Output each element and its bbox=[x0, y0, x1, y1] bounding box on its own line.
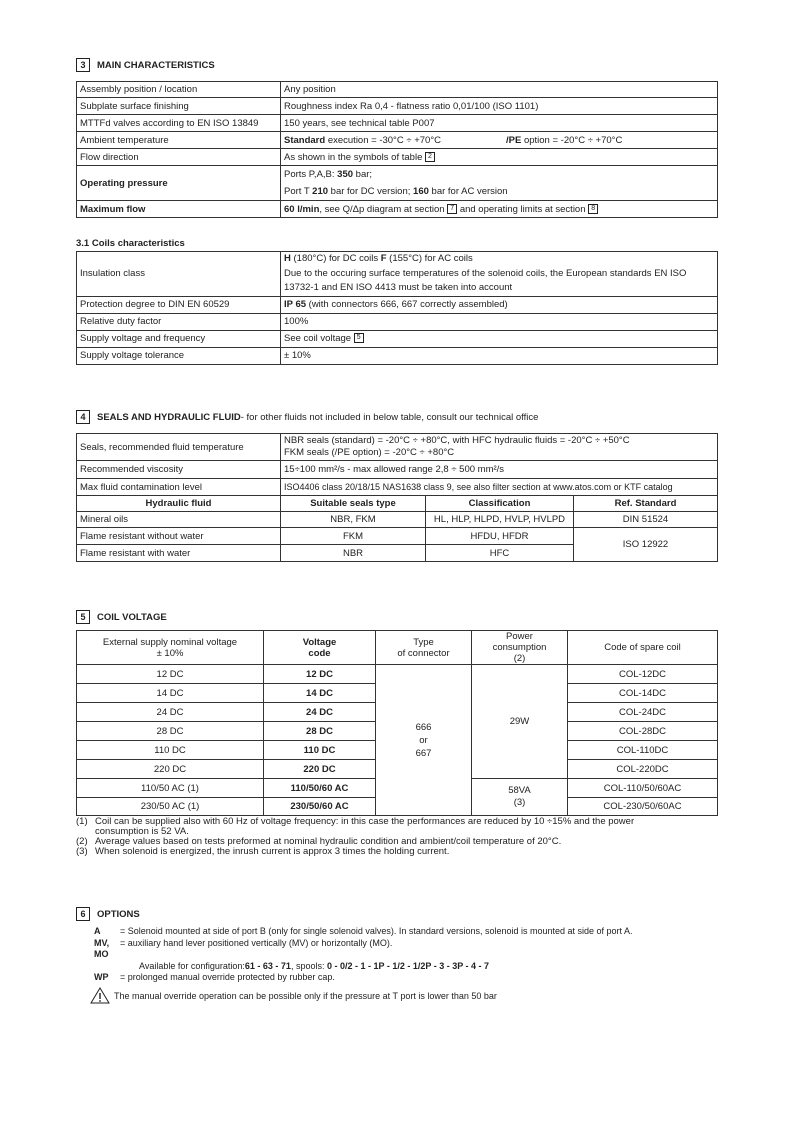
cell-spare-coil: COL-12DC bbox=[568, 665, 718, 684]
value-line: FKM seals (/PE option) = -20°C ÷ +80°C bbox=[284, 447, 455, 458]
section-number: 5 bbox=[76, 610, 90, 624]
cell-voltage-code: 24 DC bbox=[264, 703, 376, 722]
header-line: External supply nominal voltage bbox=[102, 636, 238, 648]
table-row bbox=[77, 132, 718, 149]
section-main-characteristics bbox=[76, 58, 215, 72]
option-wp bbox=[76, 972, 718, 984]
option-configuration bbox=[76, 961, 718, 973]
cell-seals: FKM bbox=[281, 528, 426, 545]
row-value: 100% bbox=[281, 313, 718, 330]
text: 350 bbox=[337, 169, 354, 180]
section-ref-box: 5 bbox=[354, 333, 364, 343]
header-line: Power bbox=[506, 631, 533, 642]
text: 60 l/min bbox=[284, 203, 320, 215]
text: 0 - 0/2 - 1 - 1P - 1/2 - 1/2P - 3 - 3P - 4 - 7 bbox=[326, 960, 490, 971]
value-text: As shown in the symbols of table bbox=[284, 151, 423, 163]
note-line: consumption is 52 VA. bbox=[95, 826, 189, 837]
cell-voltage-code: 110 DC bbox=[264, 741, 376, 760]
section-title: SEALS AND HYDRAULIC FLUID bbox=[97, 411, 241, 423]
option-text: = Solenoid mounted at side of port B (only for single solenoid valves). In standard versions, solenoid is mounted at side of port A. bbox=[120, 926, 633, 936]
coils-characteristics-title: 3.1 Coils characteristics bbox=[76, 238, 185, 249]
cell-voltage-code: 14 DC bbox=[264, 684, 376, 703]
table-row bbox=[77, 434, 718, 461]
section-number: 4 bbox=[76, 410, 90, 424]
value-line: Due to the occuring surface temperatures of the solenoid coils, the European standards EN ISO bbox=[284, 267, 687, 279]
section-ref-box: 8 bbox=[588, 204, 598, 214]
text: or bbox=[419, 734, 428, 746]
table-header-row bbox=[77, 631, 718, 665]
row-label: Assembly position / location bbox=[77, 82, 281, 98]
cell-external-voltage: 110/50 AC (1) bbox=[77, 779, 264, 798]
note-key: (2) bbox=[76, 836, 88, 847]
table-row bbox=[77, 313, 718, 330]
table-row bbox=[77, 201, 718, 218]
cell-seals: NBR, FKM bbox=[281, 512, 426, 528]
table-row bbox=[77, 528, 718, 545]
text: (3) bbox=[513, 797, 526, 808]
table-row bbox=[77, 461, 718, 479]
row-value bbox=[281, 296, 718, 313]
cell-fluid: Mineral oils bbox=[77, 512, 281, 528]
cell-voltage-code: 220 DC bbox=[264, 760, 376, 779]
table-row bbox=[77, 296, 718, 313]
section-description: - for other fluids not included in below table, consult our technical office bbox=[240, 411, 539, 423]
cell-voltage-code: 12 DC bbox=[264, 665, 376, 684]
text: bar for AC version bbox=[428, 186, 508, 197]
header-line: code bbox=[308, 647, 331, 659]
column-header bbox=[472, 631, 568, 665]
section-options bbox=[76, 907, 140, 921]
section-heading bbox=[76, 58, 215, 72]
cell-spare-coil: COL-24DC bbox=[568, 703, 718, 722]
value-line bbox=[284, 252, 714, 267]
cell-classification: HL, HLP, HLPD, HVLP, HVLPD bbox=[426, 512, 574, 528]
row-value bbox=[281, 132, 718, 149]
row-label: Supply voltage and frequency bbox=[77, 330, 281, 347]
cell-spare-coil: COL-110DC bbox=[568, 741, 718, 760]
text: IP 65 bbox=[284, 299, 307, 310]
text: bar; bbox=[353, 169, 373, 180]
section-title: COIL VOLTAGE bbox=[97, 611, 167, 623]
option-mv-mo bbox=[76, 938, 718, 961]
column-header bbox=[264, 631, 376, 665]
cell-spare-coil: COL-220DC bbox=[568, 760, 718, 779]
header-line: consumption bbox=[492, 642, 547, 653]
cell-classification: HFC bbox=[426, 545, 574, 562]
cell-fluid: Flame resistant without water bbox=[77, 528, 281, 545]
header-line: ± 10% bbox=[156, 647, 184, 659]
cell-standard: ISO 12922 bbox=[574, 528, 718, 562]
value-line: NBR seals (standard) = -20°C ÷ +80°C, with HFC hydraulic fluids = -20°C ÷ +50°C bbox=[284, 435, 630, 446]
column-header: Hydraulic fluid bbox=[77, 496, 281, 512]
cell-voltage-code: 28 DC bbox=[264, 722, 376, 741]
header-line: Voltage bbox=[302, 636, 337, 648]
table-row bbox=[77, 252, 718, 297]
table-row bbox=[77, 665, 718, 684]
row-value: ± 10% bbox=[281, 347, 718, 364]
text: 210 bbox=[312, 186, 329, 197]
row-label: MTTFd valves according to EN ISO 13849 bbox=[77, 115, 281, 132]
section-title: OPTIONS bbox=[97, 908, 140, 920]
text: and operating limits at section bbox=[459, 203, 586, 215]
cell-seals: NBR bbox=[281, 545, 426, 562]
table-ref-box: 2 bbox=[425, 152, 435, 162]
section-ref-box: 7 bbox=[447, 204, 457, 214]
option-a bbox=[76, 926, 718, 938]
coil-voltage-table bbox=[76, 630, 718, 816]
text: Port T bbox=[284, 186, 313, 197]
standard-label: Standard bbox=[284, 134, 326, 146]
text: 666 bbox=[415, 721, 432, 733]
text: (with connectors 666, 667 correctly assembled) bbox=[306, 299, 508, 310]
table-row bbox=[77, 479, 718, 496]
option-text: = prolonged manual override protected by rubber cap. bbox=[120, 972, 335, 982]
row-label: Max fluid contamination level bbox=[77, 479, 281, 496]
column-header: Suitable seals type bbox=[281, 496, 426, 512]
cell-external-voltage: 24 DC bbox=[77, 703, 264, 722]
text: (180°C) for DC coils bbox=[290, 253, 381, 264]
section-heading bbox=[76, 907, 140, 921]
warning-icon bbox=[90, 987, 110, 1008]
cell-external-voltage: 14 DC bbox=[77, 684, 264, 703]
text: F bbox=[380, 253, 387, 264]
note-key: (1) bbox=[76, 816, 88, 827]
table-row bbox=[77, 166, 718, 201]
row-label: Maximum flow bbox=[77, 201, 281, 218]
text: 160 bbox=[413, 186, 429, 197]
note-line: Coil can be supplied also with 60 Hz of voltage frequency: in this case the performances are reduced by 10 ÷15% and the power bbox=[95, 816, 635, 827]
cell-classification: HFDU, HFDR bbox=[426, 528, 574, 545]
section-number: 6 bbox=[76, 907, 90, 921]
coils-characteristics-table bbox=[76, 251, 718, 365]
value-line bbox=[284, 183, 714, 200]
row-value bbox=[281, 330, 718, 347]
row-label: Subplate surface finishing bbox=[77, 98, 281, 115]
warning-text: The manual override operation can be possible only if the pressure at T port is lower than 50 bar bbox=[114, 991, 497, 1001]
note bbox=[76, 817, 718, 837]
cell-fluid: Flame resistant with water bbox=[77, 545, 281, 562]
text: H bbox=[284, 253, 291, 264]
row-value bbox=[281, 434, 718, 461]
cell-external-voltage: 28 DC bbox=[77, 722, 264, 741]
section-number: 3 bbox=[76, 58, 90, 72]
text: 667 bbox=[415, 747, 432, 759]
note-key: (3) bbox=[76, 846, 88, 857]
coil-voltage-notes bbox=[76, 817, 718, 857]
cell-voltage-code: 230/50/60 AC bbox=[264, 798, 376, 816]
section-seals-fluid bbox=[76, 410, 538, 424]
warning-note bbox=[76, 987, 718, 1008]
table-row bbox=[77, 347, 718, 364]
section-heading bbox=[76, 410, 538, 424]
cell-standard: DIN 51524 bbox=[574, 512, 718, 528]
table-row bbox=[77, 512, 718, 528]
text: 58VA bbox=[508, 785, 531, 796]
column-header: Ref. Standard bbox=[574, 496, 718, 512]
table-row bbox=[77, 330, 718, 347]
text: 61 - 63 - 71 bbox=[244, 960, 291, 971]
text: Ports P,A,B: bbox=[284, 169, 338, 180]
text: , spools: bbox=[290, 960, 327, 971]
row-label: Flow direction bbox=[77, 149, 281, 166]
cell-spare-coil: COL-110/50/60AC bbox=[568, 779, 718, 798]
cell-voltage-code: 110/50/60 AC bbox=[264, 779, 376, 798]
note bbox=[76, 847, 718, 857]
main-characteristics-table bbox=[76, 81, 718, 218]
option-key: MV, MO bbox=[94, 937, 110, 959]
table-row bbox=[77, 82, 718, 98]
table-row bbox=[77, 149, 718, 166]
cell-external-voltage: 110 DC bbox=[77, 741, 264, 760]
row-value: 150 years, see technical table P007 bbox=[281, 115, 718, 132]
row-value: ISO4406 class 20/18/15 NAS1638 class 9, see also filter section at www.atos.com or KTF catalog bbox=[281, 479, 718, 496]
cell-power-dc: 29W bbox=[472, 665, 568, 779]
pe-label: /PE bbox=[506, 134, 522, 146]
text: bar for DC version; bbox=[328, 186, 414, 197]
header-line: (2) bbox=[513, 653, 526, 664]
cell-spare-coil: COL-28DC bbox=[568, 722, 718, 741]
option-key: A bbox=[94, 926, 101, 936]
table-header-row bbox=[77, 496, 718, 512]
header-line: Type bbox=[413, 636, 434, 648]
row-value: 15÷100 mm²/s - max allowed range 2,8 ÷ 500 mm²/s bbox=[281, 461, 718, 479]
row-value bbox=[281, 252, 718, 297]
cell-spare-coil: COL-14DC bbox=[568, 684, 718, 703]
text: , see Q/Δp diagram at section bbox=[319, 203, 445, 215]
value-line bbox=[284, 166, 714, 183]
cell-external-voltage: 220 DC bbox=[77, 760, 264, 779]
cell-external-voltage: 12 DC bbox=[77, 665, 264, 684]
section-heading bbox=[76, 610, 167, 624]
column-header bbox=[376, 631, 472, 665]
option-key: WP bbox=[94, 972, 109, 982]
row-label: Recommended viscosity bbox=[77, 461, 281, 479]
note-text: Average values based on tests preformed at nominal hydraulic condition and ambient/coil temperature of 20°C. bbox=[95, 836, 562, 847]
seals-table bbox=[76, 433, 718, 562]
option-text: = auxiliary hand lever positioned vertically (MV) or horizontally (MO). bbox=[120, 937, 393, 948]
table-row bbox=[77, 98, 718, 115]
row-label: Ambient temperature bbox=[77, 132, 281, 149]
text: Available for configuration: bbox=[139, 960, 245, 971]
row-label: Seals, recommended fluid temperature bbox=[77, 434, 281, 461]
section-title: MAIN CHARACTERISTICS bbox=[97, 59, 215, 71]
row-label: Relative duty factor bbox=[77, 313, 281, 330]
row-value: Roughness index Ra 0,4 - flatness ratio 0,01/100 (ISO 1101) bbox=[281, 98, 718, 115]
row-label: Protection degree to DIN EN 60529 bbox=[77, 296, 281, 313]
text: See coil voltage bbox=[284, 333, 352, 344]
row-value bbox=[281, 201, 718, 218]
column-header bbox=[77, 631, 264, 665]
table-row bbox=[77, 115, 718, 132]
column-header: Code of spare coil bbox=[568, 631, 718, 665]
header-line: of connector bbox=[397, 647, 450, 659]
cell-power-ac bbox=[472, 779, 568, 816]
row-label: Operating pressure bbox=[77, 166, 281, 201]
row-label: Insulation class bbox=[77, 252, 281, 297]
cell-external-voltage: 230/50 AC (1) bbox=[77, 798, 264, 816]
note-text: When solenoid is energized, the inrush current is approx 3 times the holding current. bbox=[95, 846, 450, 857]
options-list bbox=[76, 926, 718, 1007]
note-text bbox=[95, 817, 634, 837]
standard-value: execution = -30°C ÷ +70°C bbox=[325, 134, 441, 146]
pe-value: option = -20°C ÷ +70°C bbox=[521, 134, 623, 146]
row-value: Any position bbox=[281, 82, 718, 98]
text: (155°C) for AC coils bbox=[386, 253, 473, 264]
row-label: Supply voltage tolerance bbox=[77, 347, 281, 364]
row-value bbox=[281, 166, 718, 201]
column-header: Classification bbox=[426, 496, 574, 512]
row-value bbox=[281, 149, 718, 166]
section-coil-voltage bbox=[76, 610, 167, 624]
cell-connector bbox=[376, 665, 472, 816]
value-line: 13732-1 and EN ISO 4413 must be taken into account bbox=[284, 282, 513, 293]
cell-spare-coil: COL-230/50/60AC bbox=[568, 798, 718, 816]
